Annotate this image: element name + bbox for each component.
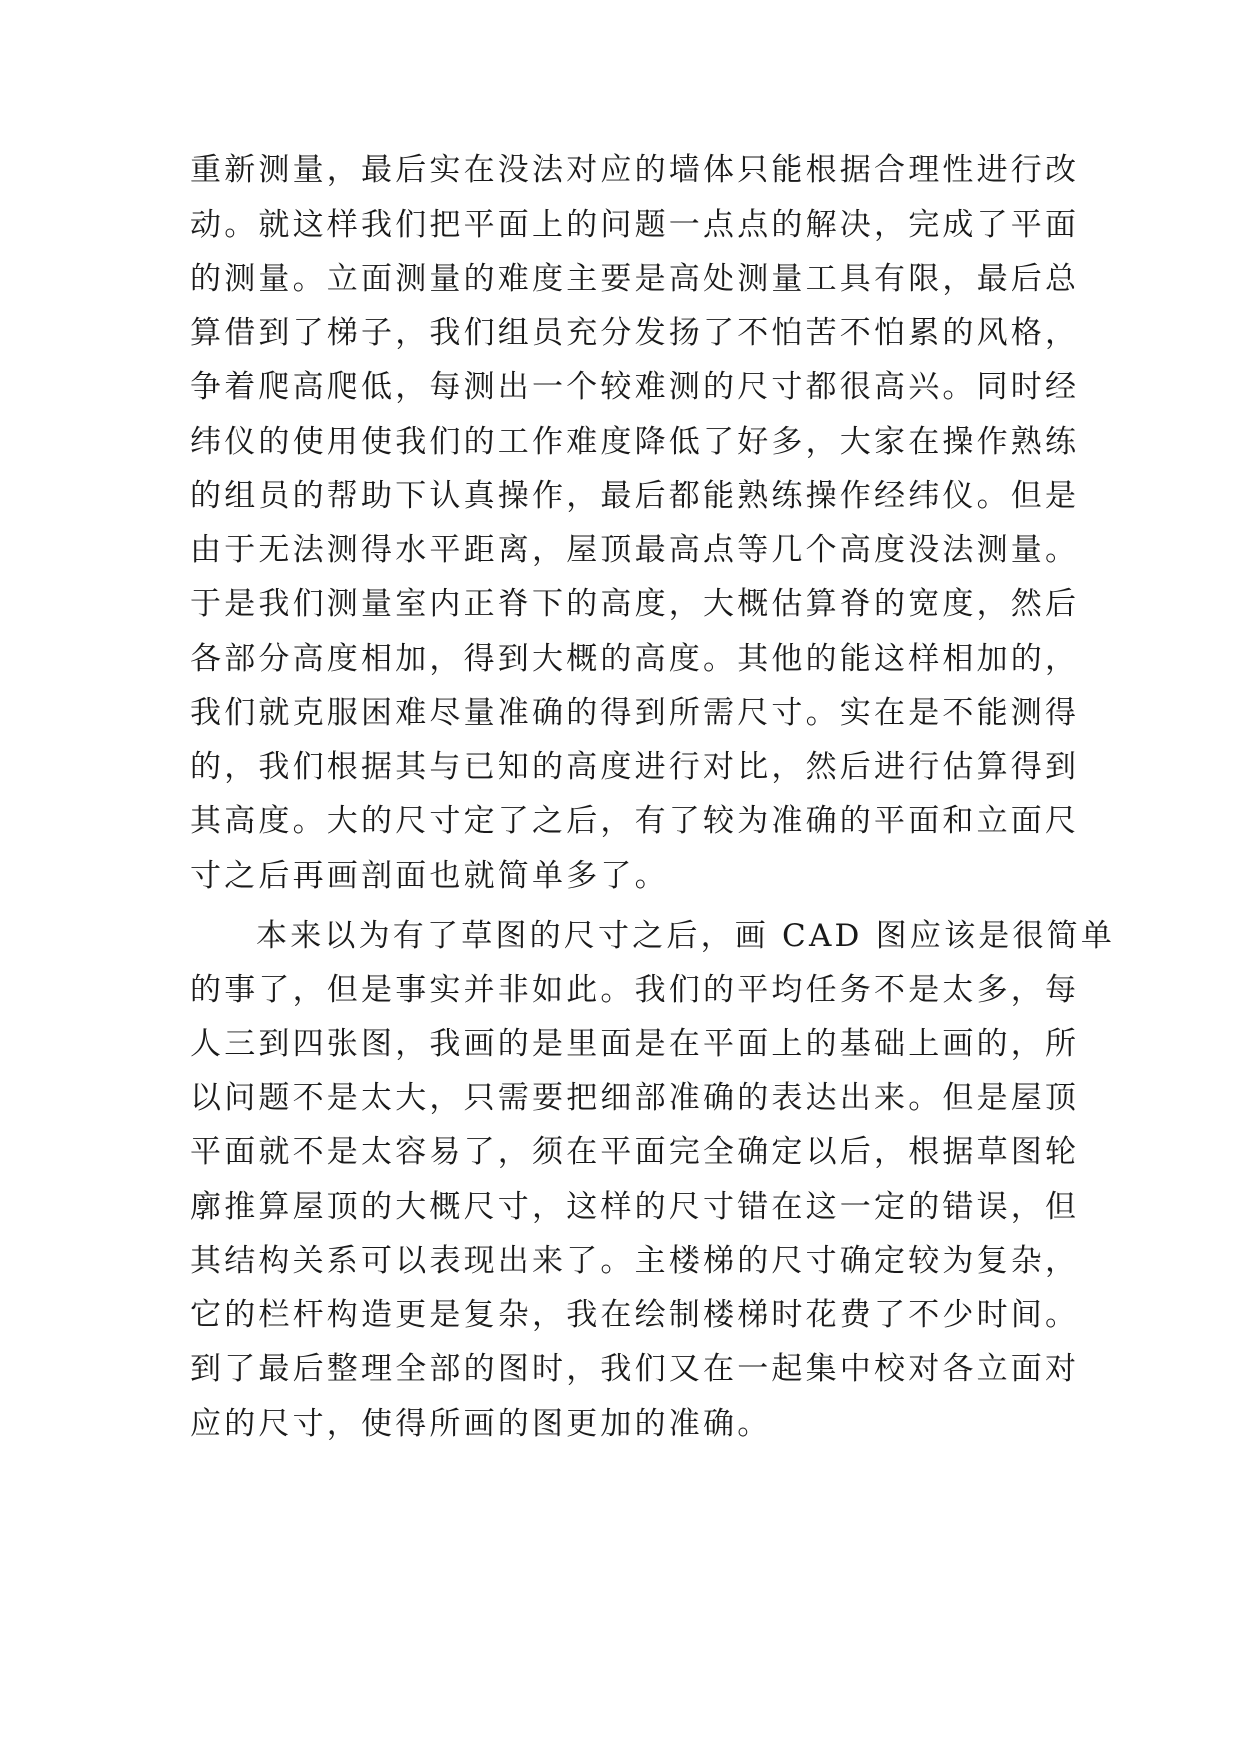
text-line: 于是我们测量室内正脊下的高度，大概估算脊的宽度，然后 — [190, 586, 1080, 622]
text-line: 争着爬高爬低，每测出一个较难测的尺寸都很高兴。同时经 — [190, 369, 1080, 405]
text-line: 由于无法测得水平距离，屋顶最高点等几个高度没法测量。 — [190, 532, 1080, 568]
text-line: 的事了，但是事实并非如此。我们的平均任务不是太多，每 — [190, 972, 1080, 1008]
text-line: 平面就不是太容易了，须在平面完全确定以后，根据草图轮 — [190, 1134, 1080, 1170]
text-line: 应的尺寸，使得所画的图更加的准确。 — [190, 1406, 772, 1442]
text-line: 本来以为有了草图的尺寸之后，画 CAD 图应该是很简单 — [256, 918, 1116, 954]
text-line: 人三到四张图，我画的是里面是在平面上的基础上画的，所 — [190, 1026, 1080, 1062]
text-line: 纬仪的使用使我们的工作难度降低了好多，大家在操作熟练 — [190, 424, 1080, 460]
text-line: 的，我们根据其与已知的高度进行对比，然后进行估算得到 — [190, 749, 1080, 785]
text-line: 重新测量，最后实在没法对应的墙体只能根据合理性进行改 — [190, 152, 1080, 188]
text-line: 动。就这样我们把平面上的问题一点点的解决，完成了平面 — [190, 207, 1080, 243]
text-line: 以问题不是太大，只需要把细部准确的表达出来。但是屋顶 — [190, 1080, 1080, 1116]
text-line: 各部分高度相加，得到大概的高度。其他的能这样相加的， — [190, 641, 1080, 677]
text-line: 的测量。立面测量的难度主要是高处测量工具有限，最后总 — [190, 261, 1080, 297]
text-line: 我们就克服困难尽量准确的得到所需尺寸。实在是不能测得 — [190, 695, 1080, 731]
text-line: 算借到了梯子，我们组员充分发扬了不怕苦不怕累的风格， — [190, 315, 1080, 351]
text-line: 寸之后再画剖面也就简单多了。 — [190, 858, 669, 894]
text-line: 到了最后整理全部的图时，我们又在一起集中校对各立面对 — [190, 1351, 1080, 1387]
text-line: 它的栏杆构造更是复杂，我在绘制楼梯时花费了不少时间。 — [190, 1297, 1080, 1333]
text-line: 其高度。大的尺寸定了之后，有了较为准确的平面和立面尺 — [190, 803, 1080, 839]
text-line: 其结构关系可以表现出来了。主楼梯的尺寸确定较为复杂， — [190, 1243, 1080, 1279]
text-line: 廓推算屋顶的大概尺寸，这样的尺寸错在这一定的错误，但 — [190, 1189, 1080, 1225]
text-line: 的组员的帮助下认真操作，最后都能熟练操作经纬仪。但是 — [190, 478, 1080, 514]
